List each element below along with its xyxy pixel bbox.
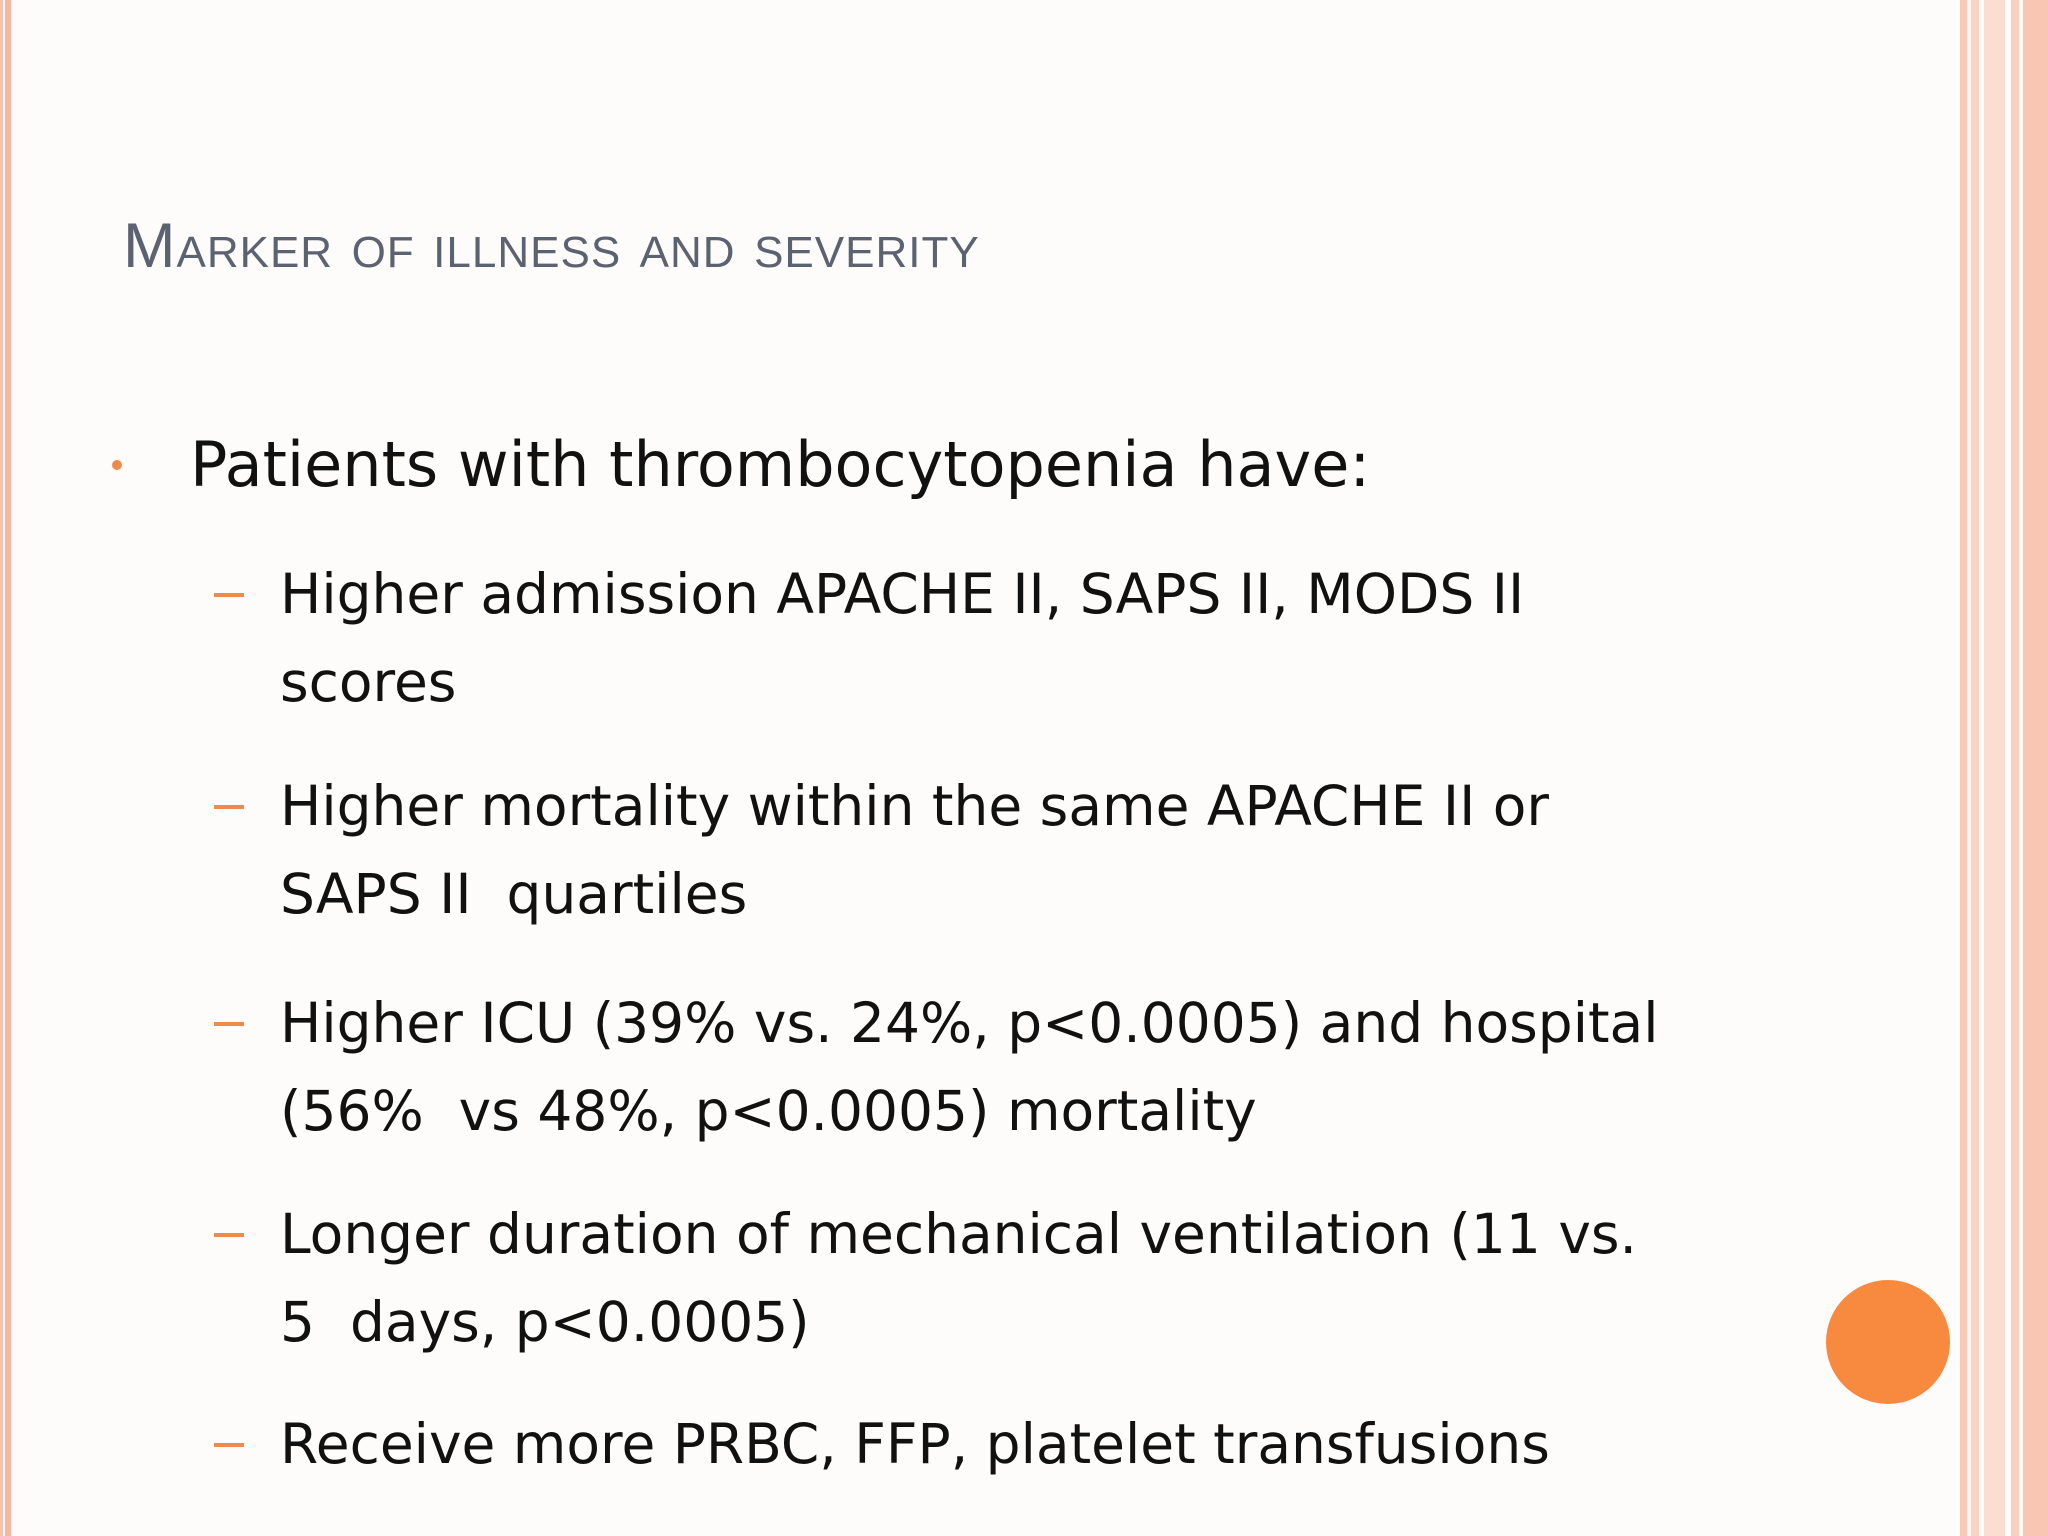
dash-icon [214,805,244,809]
main-bullet-text: Patients with thrombocytopenia have: [190,428,1371,501]
sub-bullet-text: Higher ICU (39% vs. 24%, p<0.0005) and hospital (56% vs 48%, p<0.0005) mortality [280,991,1659,1143]
left-border-decoration [0,0,14,1536]
right-stripe-decoration [1955,0,2048,1536]
dash-icon [214,1022,244,1026]
sub-bullet-text: Longer duration of mechanical ventilation (11 vs. 5 days, p<0.0005) [280,1202,1638,1354]
slide-title: Marker of illness and severity [123,211,980,281]
dash-icon [214,593,244,597]
orange-circle-decoration [1826,1280,1950,1404]
dash-icon [214,1233,244,1237]
bullet-dot-icon [112,460,122,470]
sub-bullet-text: Receive more PRBC, FFP, platelet transfusions [280,1412,1550,1476]
sub-bullet-text: Higher mortality within the same APACHE II or SAPS II quartiles [280,774,1550,926]
dash-icon [214,1443,244,1447]
sub-bullet-text: Higher admission APACHE II, SAPS II, MODS II scores [280,562,1525,714]
